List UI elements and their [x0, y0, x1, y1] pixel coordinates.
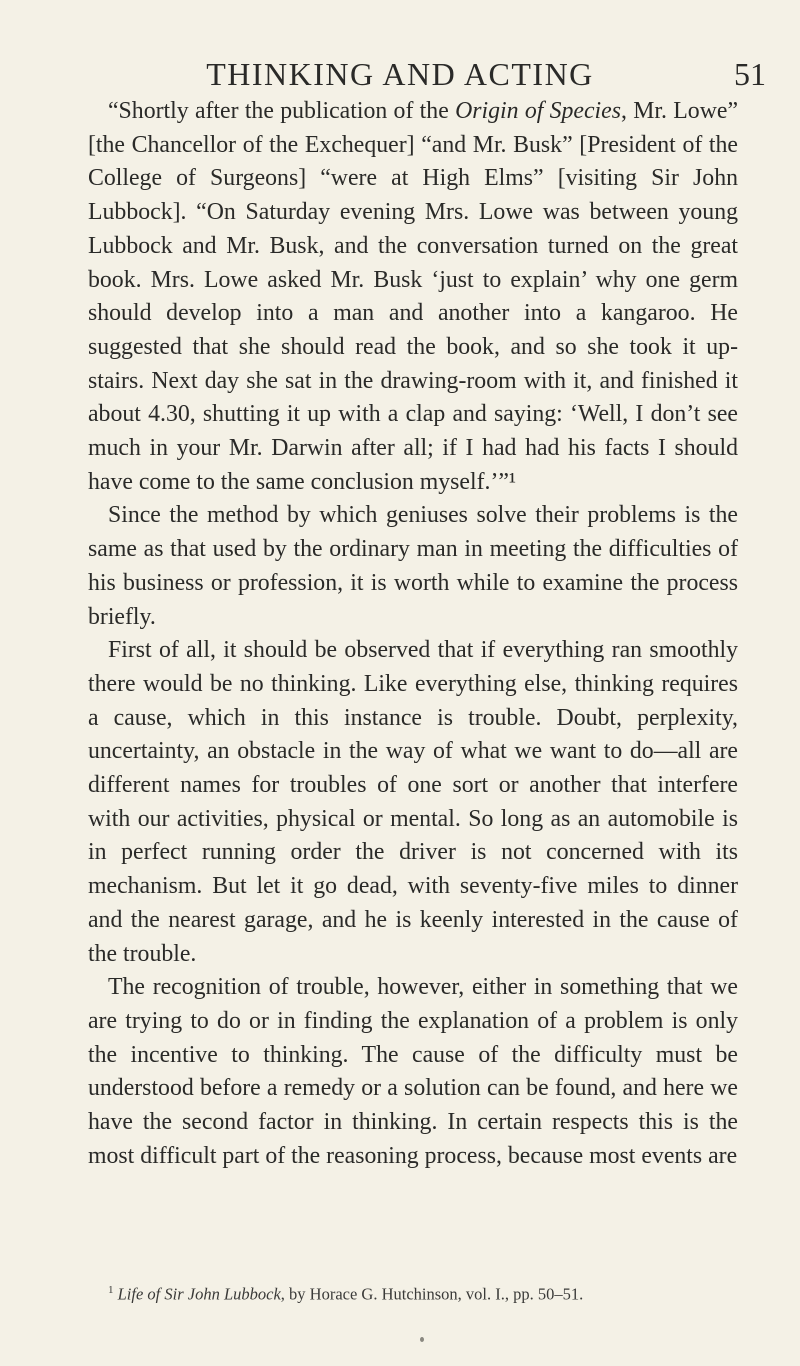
running-head: THINKING AND ACTING — [206, 56, 594, 92]
body-text — [88, 95, 738, 1174]
paragraph-first-of-all: First of all, it should be observed that if everything ran smoothly there would be no thinking. Like everything else, thinking requires a cause, which in this instance is trouble. Doubt, perplexity, uncertainty, an obstacle in the way of what we want to do—all are different names for troubles of one sort or another that interfere with our activities, physical or mental. So long as an automobile is in perfect running order the driver is not concerned with its mechanism. But let it go dead, with seventy-five miles to dinner and the nearest garage, and he is keenly interested in the cause of the trouble. — [88, 637, 738, 967]
page-number: 51 — [734, 56, 766, 92]
paragraph-recognition: The recognition of trouble, however, either in something that we are trying to do or in finding the explanation of a problem is only the incentive to thinking. The cause of the difficulty must be understood before a remedy or a solution can be found, and here we have the second factor in thinking. In certain respects this is the most difficult part of the reasoning process, because most events are — [88, 974, 738, 1169]
footnote — [88, 1279, 738, 1306]
footnote-title: Life of Sir John Lubbock — [117, 1284, 281, 1304]
italic-title: Origin of Species — [455, 98, 621, 124]
paragraph-quotation: “Shortly after the publication of the Origin of Species, Mr. Lowe” [the Chancellor of the Exchequer] “and Mr. Busk” [President of the College of Surgeons] “were at High Elms” [visiting Sir John Lubbock]. “On Saturday evening Mrs. Lowe was between young Lubbock and Mr. Busk, and the conversation turned on the great book. Mrs. Lowe asked Mr. Busk ‘just to explain’ why one germ should develop into a man and another into a kangaroo. He suggested that she should read the book, and so she took it up-stairs. Next day she sat in the drawing-room with it, and finished it about 4.30, shutting it up with a clap and saying: ‘Well, I don’t see much in your Mr. Darwin after all; if I had had his facts I should have come to the same conclusion myself.’”¹ — [88, 98, 739, 495]
footnote-citation: , by Horace G. Hutchinson, vol. I., pp. 50–51. — [280, 1284, 584, 1304]
paragraph-method: Since the method by which geniuses solve their problems is the same as that used by the ordinary man in meeting the difficulties of his business or profession, it is worth while to examine the process briefly. — [88, 502, 738, 630]
paper-speck — [420, 1337, 424, 1342]
footnote-marker: 1 — [108, 1284, 114, 1296]
page-header — [0, 46, 800, 94]
